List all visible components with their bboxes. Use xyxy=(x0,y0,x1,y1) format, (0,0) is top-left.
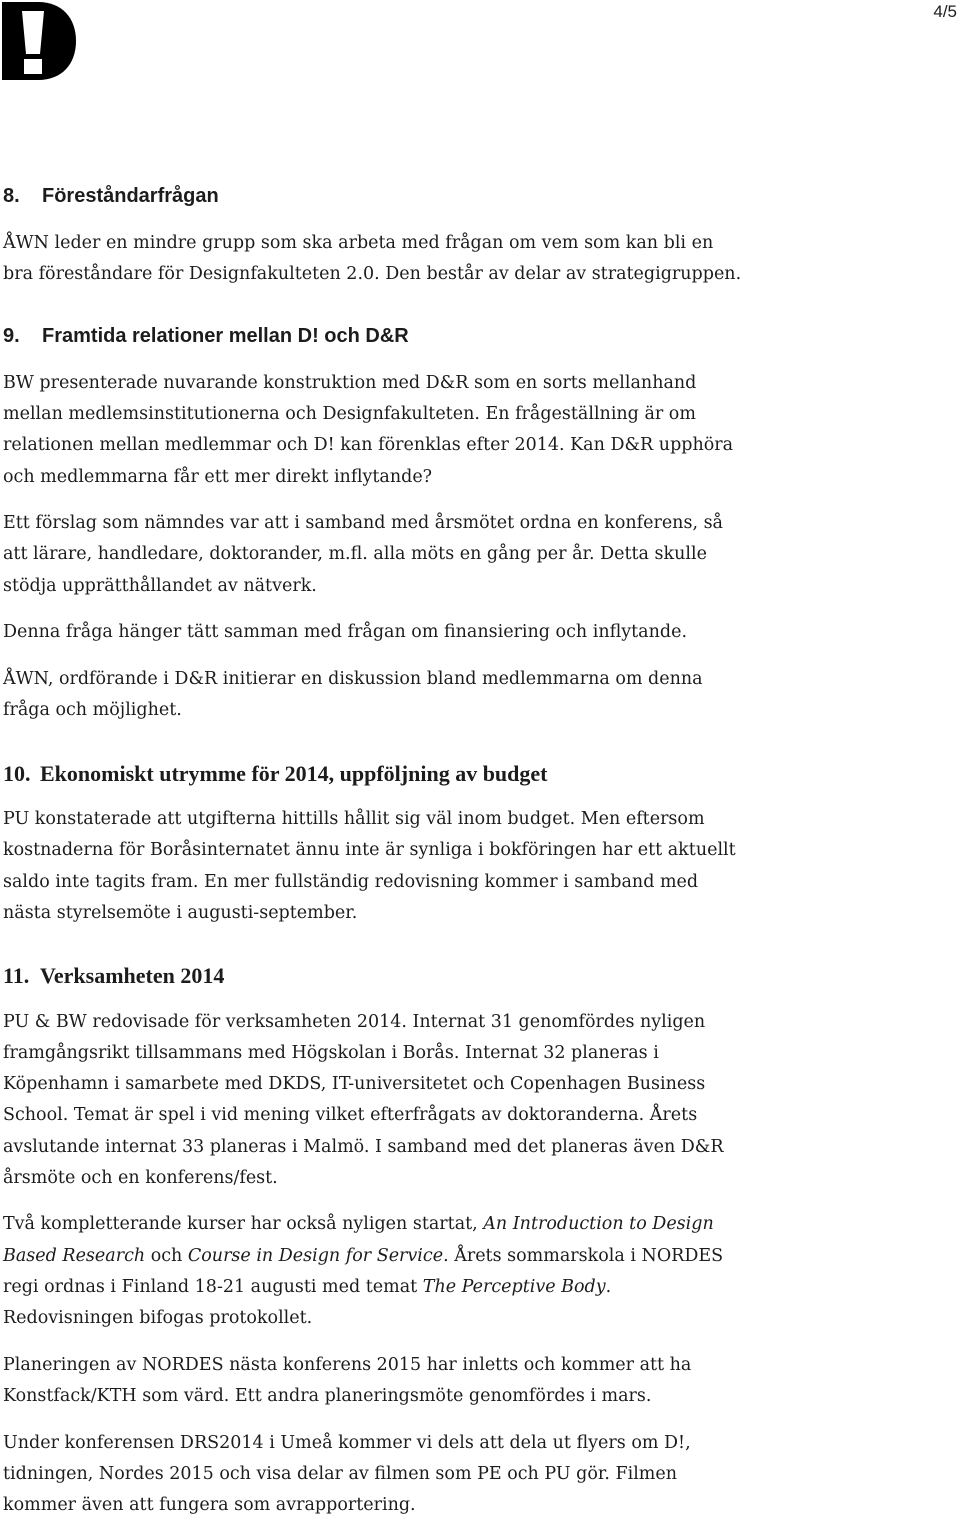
text-line: kostnaderna för Boråsinternatet ännu inte är synliga i bokföringen har ett aktuellt xyxy=(3,840,736,861)
section-9 xyxy=(3,321,953,726)
d-logo xyxy=(0,0,78,82)
paragraph xyxy=(3,1007,953,1194)
paragraph xyxy=(3,804,953,929)
text-line: BW presenterade nuvarande konstruktion med D&R som en sorts mellanhand xyxy=(3,372,697,393)
text-line: kommer även att fungera som avrapportering. xyxy=(3,1494,416,1515)
section-heading xyxy=(3,758,953,789)
text-line: stödja upprätthållandet av nätverk. xyxy=(3,575,317,596)
text-line xyxy=(3,1209,953,1240)
text-run: . Årets sommarskola i NORDES xyxy=(443,1245,724,1266)
text-line: Planeringen av NORDES nästa konferens 2015 har inletts och kommer att ha xyxy=(3,1354,692,1375)
text-line: PU & BW redovisade för verksamheten 2014. Internat 31 genomfördes nyligen xyxy=(3,1011,706,1032)
text-line: årsmöte och en konferens/fest. xyxy=(3,1167,278,1188)
text-line: nästa styrelsemöte i augusti-september. xyxy=(3,902,358,923)
section-heading xyxy=(3,960,953,991)
text-line: avslutande internat 33 planeras i Malmö. I samband med det planeras även D&R xyxy=(3,1136,724,1157)
section-heading xyxy=(3,181,953,212)
text-line: Denna fråga hänger tätt samman med frågan om finansiering och inflytande. xyxy=(3,622,688,643)
paragraph xyxy=(3,1428,953,1522)
text-line: ÅWN, ordförande i D&R initierar en diskussion bland medlemmarna om denna xyxy=(3,668,703,689)
text-line: saldo inte tagits fram. En mer fullständig redovisning kommer i samband med xyxy=(3,871,699,892)
section-heading xyxy=(3,321,953,352)
text-line xyxy=(3,1241,953,1272)
text-line: fråga och möjlighet. xyxy=(3,700,182,721)
course-title: Based Research xyxy=(3,1245,146,1266)
section-title: Ekonomiskt utrymme för 2014, uppföljning av budget xyxy=(40,760,548,786)
section-title: Föreståndarfrågan xyxy=(42,185,219,207)
course-title: Course in Design for Service xyxy=(187,1245,444,1266)
text-line: relationen mellan medlemmar och D! kan förenklas efter 2014. Kan D&R upphöra xyxy=(3,435,734,456)
text-line xyxy=(3,1303,953,1334)
text-line: framgångsrikt tillsammans med Högskolan i Borås. Internat 32 planeras i xyxy=(3,1043,659,1063)
section-number: 9. xyxy=(3,325,20,348)
text-line: Köpenhamn i samarbete med DKDS, IT-universitetet och Copenhagen Business xyxy=(3,1074,706,1095)
section-number: 8. xyxy=(3,185,20,207)
section-number: 11. xyxy=(3,963,30,989)
text-line: att lärare, handledare, doktorander, m.fl. alla möts en gång per år. Detta skulle xyxy=(3,544,707,565)
paragraph xyxy=(3,368,953,493)
logo-exclamation-dot xyxy=(24,59,42,74)
page-number: 4/5 xyxy=(933,2,957,21)
paragraph xyxy=(3,664,953,726)
paragraph xyxy=(3,1350,953,1412)
paragraph xyxy=(3,617,953,648)
text-line: ÅWN leder en mindre grupp som ska arbeta med frågan om vem som kan bli en xyxy=(3,232,714,253)
section-title: Verksamheten 2014 xyxy=(40,963,225,989)
paragraph xyxy=(3,228,953,290)
text-run: Två kompletterande kurser har också nyligen startat, xyxy=(3,1214,484,1235)
text-run: och xyxy=(145,1245,188,1266)
summer-school-theme: The Perceptive Body xyxy=(422,1276,606,1297)
section-11 xyxy=(3,960,953,1521)
text-run: . xyxy=(605,1276,612,1297)
text-line xyxy=(3,1272,953,1303)
text-line: Konstfack/KTH som värd. Ett andra planeringsmöte genomfördes i mars. xyxy=(3,1385,652,1406)
text-line: bra föreståndare för Designfakulteten 2.0. Den består av delar av strategigruppen. xyxy=(3,263,742,284)
text-line: tidningen, Nordes 2015 och visa delar av filmen som PE och PU gör. Filmen xyxy=(3,1463,678,1484)
text-line: mellan medlemsinstitutionerna och Designfakulteten. En frågeställning är om xyxy=(3,404,696,425)
text-line: Under konferensen DRS2014 i Umeå kommer vi dels att dela ut flyers om D!, xyxy=(3,1432,691,1453)
text-line: PU konstaterade att utgifterna hittills hållit sig väl inom budget. Men eftersom xyxy=(3,809,705,830)
section-10 xyxy=(3,758,953,929)
section-8 xyxy=(3,181,953,290)
text-line: School. Temat är spel i vid mening vilket efterfrågats av doktoranderna. Årets xyxy=(3,1105,698,1126)
text-line: Ett förslag som nämndes var att i samband med årsmötet ordna en konferens, så xyxy=(3,513,723,534)
course-title: An Introduction to Design xyxy=(483,1214,714,1235)
document-body xyxy=(3,181,953,1521)
section-number: 10. xyxy=(3,760,31,786)
paragraph xyxy=(3,1209,953,1334)
paragraph xyxy=(3,508,953,602)
text-line: och medlemmarna får ett mer direkt inflytande? xyxy=(3,466,433,487)
text-run: regi ordnas i Finland 18-21 augusti med temat xyxy=(3,1276,423,1297)
text-run: Redovisningen bifogas protokollet. xyxy=(3,1308,313,1328)
section-title: Framtida relationer mellan D! och D&R xyxy=(42,325,409,348)
